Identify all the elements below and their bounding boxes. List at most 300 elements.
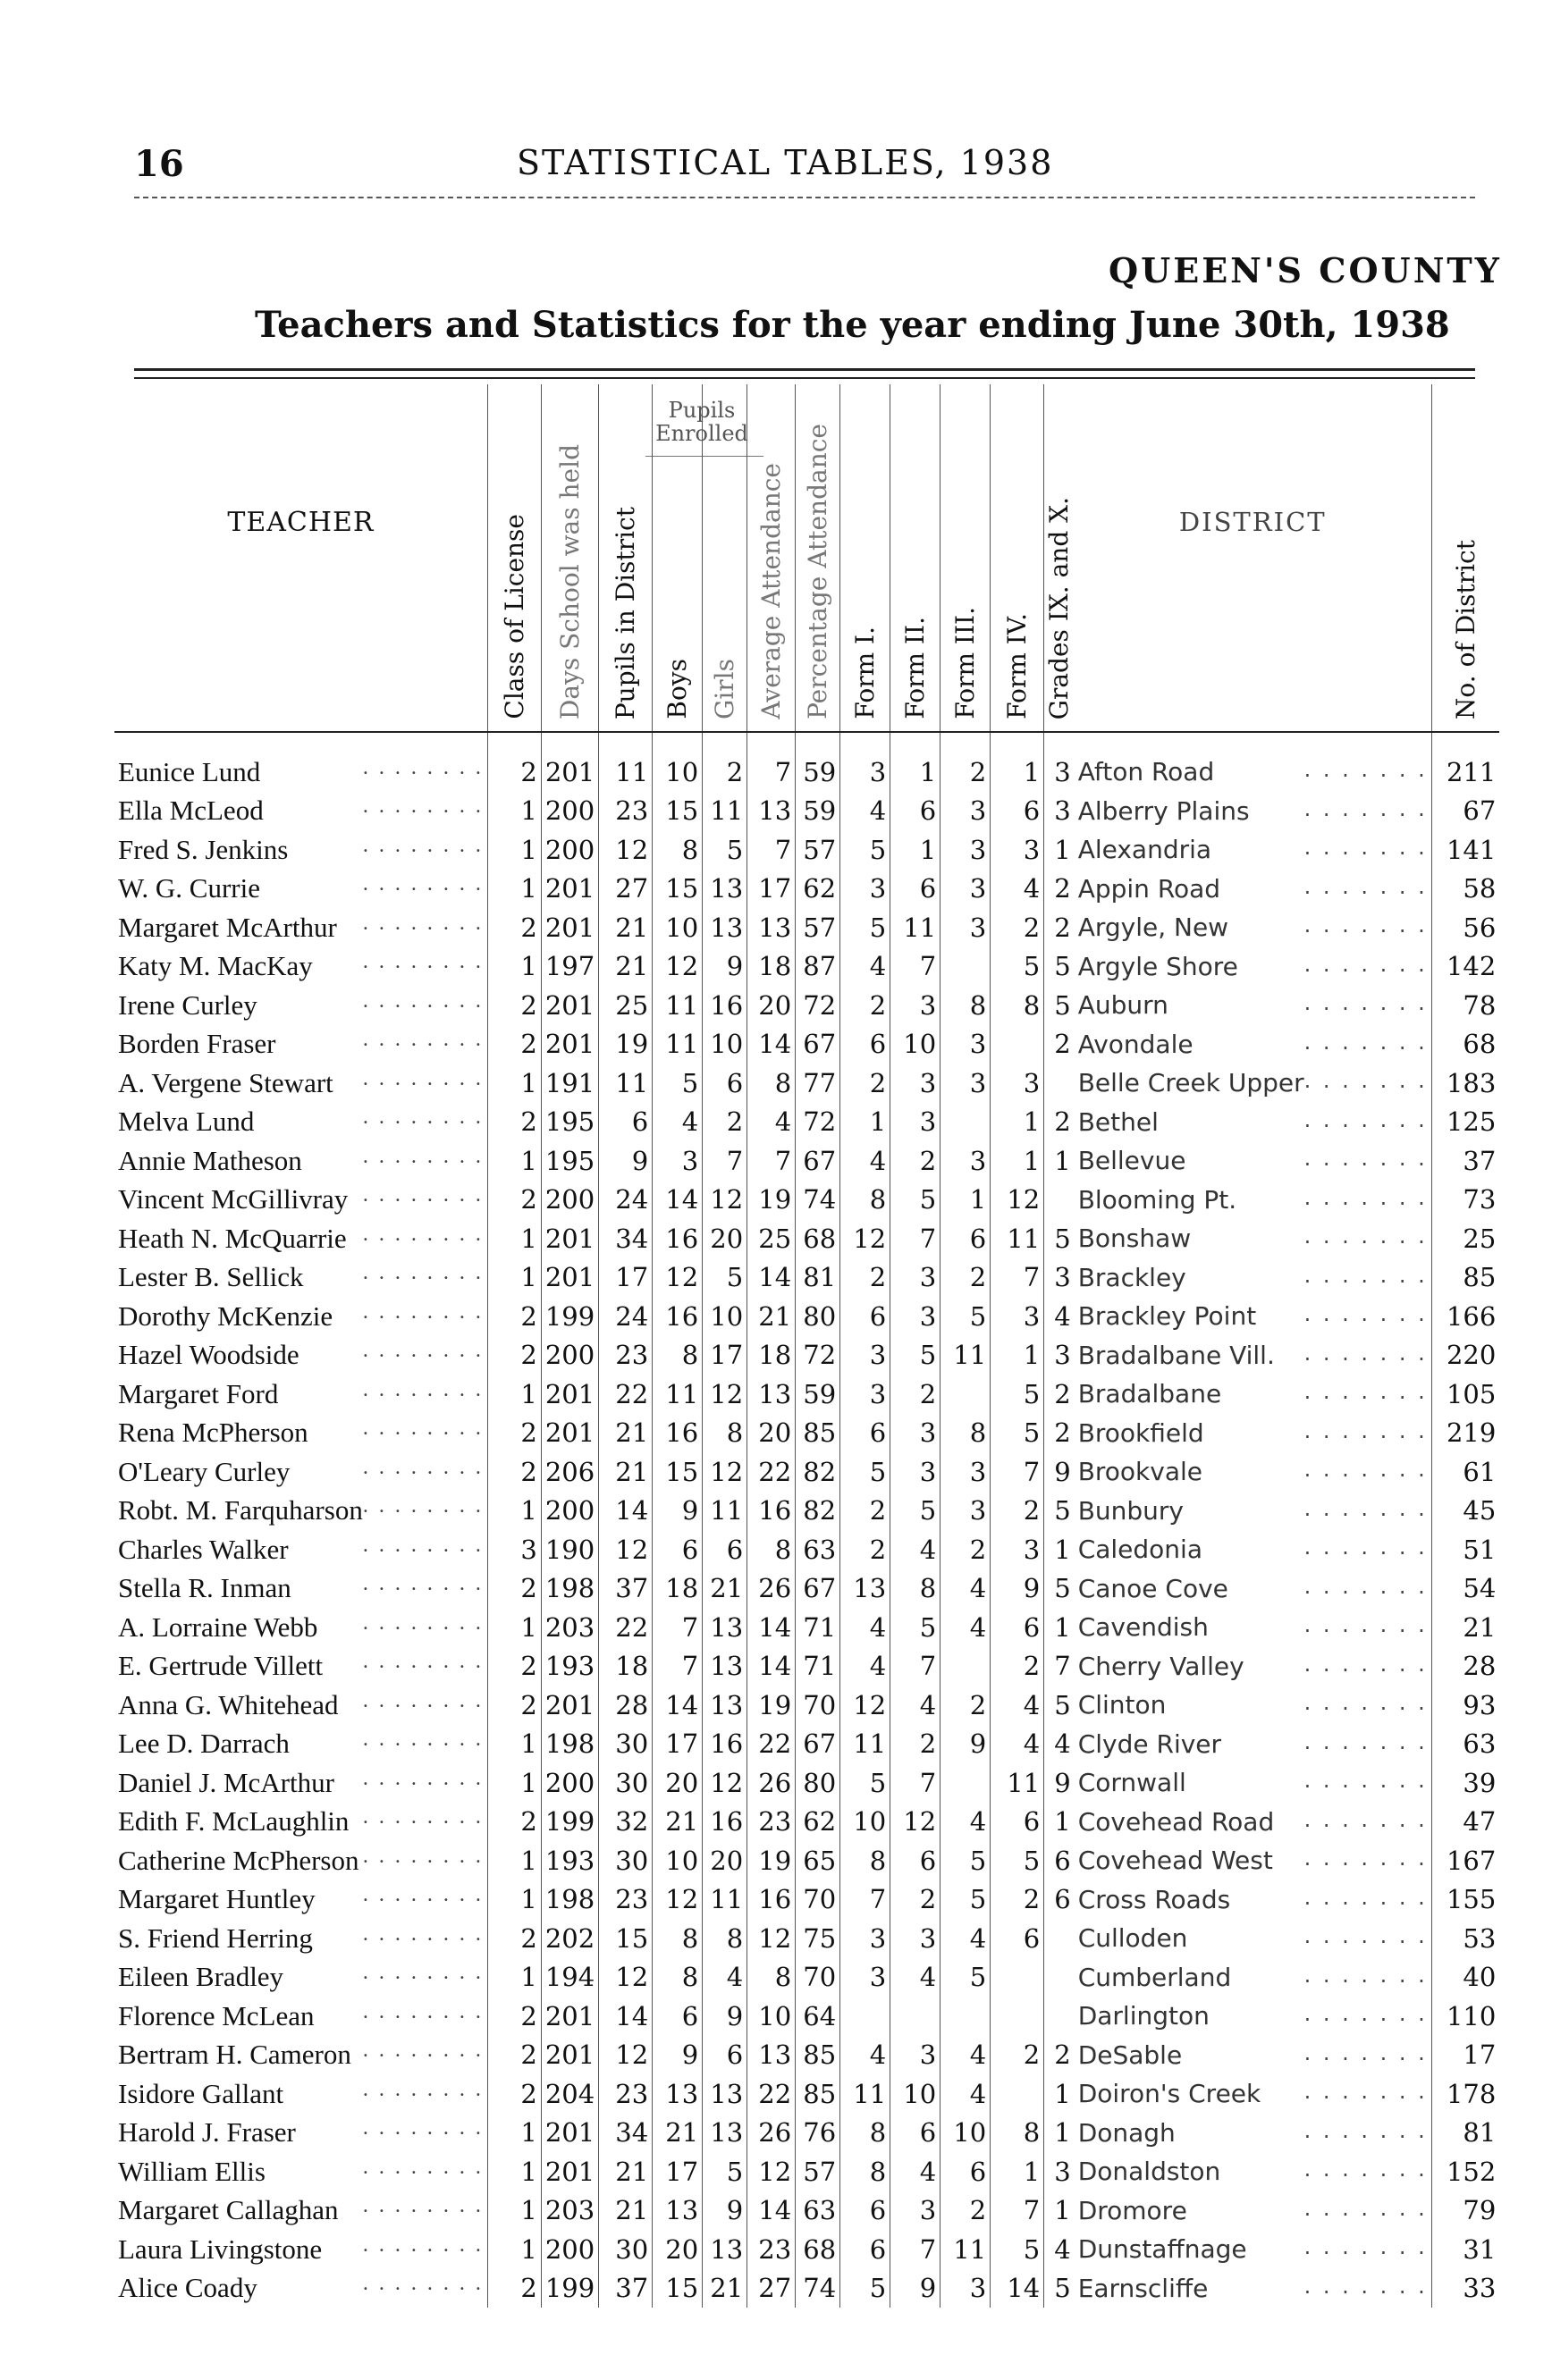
average-attendance-cell: 21: [747, 1297, 796, 1336]
pupils-enrolled-group-label: Pupils Enrolled: [655, 398, 748, 446]
table-row: [114, 1181, 1499, 1220]
teacher-name: Dorothy McKenzie: [118, 1299, 333, 1332]
grades-ix-x-cell: 2: [1044, 2036, 1075, 2075]
teacher-name: Laura Livingstone: [118, 2233, 323, 2265]
pupils-in-district-cell: 15: [599, 1919, 653, 1958]
pupils-in-district-cell: 21: [599, 2152, 653, 2191]
teacher-name: S. Friend Herring: [118, 1922, 313, 1954]
boys-cell: 4: [653, 1103, 703, 1142]
boys-cell: 10: [653, 908, 703, 947]
teacher-cell: Lester B. Sellick . . . . . . . .: [118, 1261, 484, 1293]
days-held-cell: 201: [541, 732, 598, 792]
table-row: [114, 1297, 1499, 1336]
form-3-cell: [940, 1103, 991, 1142]
form-1-cell: 5: [840, 2269, 890, 2309]
form-3-cell: 11: [940, 2230, 991, 2269]
form-4-cell: [991, 2074, 1044, 2114]
class-of-license-cell: 2: [487, 732, 541, 792]
average-attendance-cell: 14: [747, 1647, 796, 1686]
girls-cell: 20: [703, 1841, 747, 1880]
boys-cell: 11: [653, 986, 703, 1025]
district-cell: Brackley Point . . . . . . .: [1077, 1301, 1428, 1332]
table-row: [114, 1919, 1499, 1958]
county-title: QUEEN'S COUNTY: [1109, 250, 1502, 290]
teacher-cell: A. Lorraine Webb . . . . . . . .: [118, 1610, 484, 1643]
grades-ix-x-cell: 1: [1044, 1803, 1075, 1842]
teacher-name: Edith F. McLaughlin: [118, 1805, 350, 1838]
class-of-license-cell: 2: [487, 1803, 541, 1842]
district-name: Cumberland: [1077, 1962, 1232, 1992]
grades-ix-x-cell: 3: [1044, 732, 1075, 792]
teacher-cell: Harold J. Fraser . . . . . . . .: [118, 2116, 484, 2149]
form-1-cell: 1: [840, 1103, 890, 1142]
table-row: [114, 1530, 1499, 1569]
average-attendance-cell: 13: [747, 1375, 796, 1414]
table-row: [114, 792, 1499, 831]
form-1-cell: 8: [840, 1181, 890, 1220]
district-no-cell: 142: [1431, 947, 1499, 987]
average-attendance-cell: 12: [747, 1919, 796, 1958]
district-name: Earnscliffe: [1077, 2273, 1209, 2303]
form-2-cell: 4: [890, 1530, 940, 1569]
girls-cell: 10: [703, 1297, 747, 1336]
form-2-cell: 3: [890, 1064, 940, 1103]
form-2-cell: 2: [890, 1880, 940, 1920]
days-held-cell: 200: [541, 1763, 598, 1803]
boys-cell: 11: [653, 1025, 703, 1064]
form-4-cell: 7: [991, 1452, 1044, 1492]
district-cell: Clyde River . . . . . . .: [1077, 1728, 1428, 1759]
district-cell: Caledonia . . . . . . .: [1077, 1535, 1428, 1565]
days-held-cell: 201: [541, 1025, 598, 1064]
form-1-cell: 2: [840, 1064, 890, 1103]
days-held-cell: 201: [541, 1997, 598, 2036]
district-no-cell: 73: [1431, 1181, 1499, 1220]
table-row: [114, 1492, 1499, 1531]
form-4-cell: 11: [991, 1763, 1044, 1803]
form-2-cell: 7: [890, 2230, 940, 2269]
pupils-in-district-cell: 30: [599, 1841, 653, 1880]
pupils-in-district-cell: 21: [599, 908, 653, 947]
district-no-cell: 21: [1431, 1608, 1499, 1647]
girls-cell: 5: [703, 830, 747, 870]
district-cell: Bonshaw . . . . . . .: [1077, 1224, 1428, 1254]
district-cell: Brookvale . . . . . . .: [1077, 1457, 1428, 1487]
district-cell: Canoe Cove . . . . . . .: [1077, 1573, 1428, 1603]
girls-cell: 12: [703, 1181, 747, 1220]
teacher-cell: Borden Fraser . . . . . . . .: [118, 1028, 484, 1060]
form-3-cell: 3: [940, 1064, 991, 1103]
form-4-cell: 9: [991, 1569, 1044, 1609]
days-held-cell: 201: [541, 870, 598, 909]
percentage-attendance-cell: 67: [796, 1725, 840, 1764]
teacher-name: Anna G. Whitehead: [118, 1688, 339, 1720]
col-pupils-in-district-label: Pupils in District: [611, 506, 641, 719]
form-2-cell: 12: [890, 1803, 940, 1842]
form-2-cell: 3: [890, 1919, 940, 1958]
district-name: Canoe Cove: [1077, 1573, 1228, 1603]
teacher-cell: Margaret Ford . . . . . . . .: [118, 1377, 484, 1409]
teacher-cell: Heath N. McQuarrie . . . . . . . .: [118, 1222, 484, 1254]
boys-cell: 7: [653, 1608, 703, 1647]
pupils-in-district-cell: 6: [599, 1103, 653, 1142]
col-grades-ix-x-label: Grades IX. and X.: [1044, 496, 1075, 719]
class-of-license-cell: 2: [487, 1452, 541, 1492]
table-row: [114, 1608, 1499, 1647]
average-attendance-cell: 8: [747, 1958, 796, 1997]
pupils-in-district-cell: 17: [599, 1258, 653, 1298]
boys-cell: 13: [653, 2074, 703, 2114]
district-name: Cavendish: [1077, 1612, 1209, 1643]
grades-ix-x-cell: 2: [1044, 870, 1075, 909]
grades-ix-x-cell: 5: [1044, 1686, 1075, 1725]
district-name: Argyle, New: [1077, 912, 1229, 943]
table-row: [114, 1763, 1499, 1803]
form-1-cell: 5: [840, 830, 890, 870]
percentage-attendance-cell: 71: [796, 1647, 840, 1686]
teacher-cell: W. G. Currie . . . . . . . .: [118, 872, 484, 904]
form-4-cell: 5: [991, 2230, 1044, 2269]
pupils-in-district-cell: 12: [599, 1958, 653, 1997]
district-name: Dromore: [1077, 2195, 1187, 2225]
average-attendance-cell: 13: [747, 792, 796, 831]
average-attendance-cell: 18: [747, 947, 796, 987]
teacher-cell: S. Friend Herring . . . . . . . .: [118, 1922, 484, 1954]
district-name: Bellevue: [1077, 1146, 1186, 1176]
average-attendance-cell: 10: [747, 1997, 796, 2036]
grades-ix-x-cell: 3: [1044, 1258, 1075, 1298]
teacher-cell: A. Vergene Stewart . . . . . . . .: [118, 1066, 484, 1098]
pupils-in-district-cell: 14: [599, 1492, 653, 1531]
teacher-name: Daniel J. McArthur: [118, 1766, 334, 1798]
boys-cell: 20: [653, 1763, 703, 1803]
pupils-in-district-cell: 11: [599, 732, 653, 792]
form-2-cell: 3: [890, 1414, 940, 1453]
grades-ix-x-cell: [1044, 1064, 1075, 1103]
district-name: Donagh: [1077, 2117, 1176, 2148]
girls-cell: 2: [703, 1103, 747, 1142]
boys-cell: 5: [653, 1064, 703, 1103]
form-4-cell: 1: [991, 2152, 1044, 2191]
district-cell: Belle Creek Upper . . . . . . .: [1077, 1068, 1428, 1098]
form-3-cell: 2: [940, 1686, 991, 1725]
percentage-attendance-cell: 81: [796, 1258, 840, 1298]
class-of-license-cell: 2: [487, 1414, 541, 1453]
district-no-cell: 37: [1431, 1141, 1499, 1181]
form-1-cell: 8: [840, 2152, 890, 2191]
boys-cell: 14: [653, 1686, 703, 1725]
pupils-in-district-cell: 22: [599, 1608, 653, 1647]
table-row: [114, 1336, 1499, 1375]
average-attendance-cell: 8: [747, 1064, 796, 1103]
form-3-cell: 2: [940, 2191, 991, 2231]
average-attendance-cell: 20: [747, 986, 796, 1025]
percentage-attendance-cell: 76: [796, 2114, 840, 2153]
average-attendance-cell: 17: [747, 870, 796, 909]
district-name: Bonshaw: [1077, 1224, 1192, 1254]
grades-ix-x-cell: [1044, 1181, 1075, 1220]
boys-cell: 3: [653, 1141, 703, 1181]
form-2-cell: 10: [890, 2074, 940, 2114]
average-attendance-cell: 14: [747, 2191, 796, 2231]
form-1-cell: 4: [840, 1141, 890, 1181]
grades-ix-x-cell: [1044, 1997, 1075, 2036]
class-of-license-cell: 1: [487, 2191, 541, 2231]
days-held-cell: 201: [541, 2036, 598, 2075]
district-no-cell: 93: [1431, 1686, 1499, 1725]
form-2-cell: 9: [890, 2269, 940, 2309]
district-no-cell: 211: [1431, 732, 1499, 792]
district-cell: Avondale . . . . . . .: [1077, 1029, 1428, 1059]
teacher-statistics-table: [114, 384, 1499, 2308]
pupils-in-district-cell: 12: [599, 2036, 653, 2075]
form-2-cell: 5: [890, 1492, 940, 1531]
form-1-cell: 4: [840, 1608, 890, 1647]
form-4-cell: 7: [991, 1258, 1044, 1298]
table-row: [114, 908, 1499, 947]
col-boys: [653, 384, 703, 732]
form-1-cell: 6: [840, 1297, 890, 1336]
table-row: [114, 732, 1499, 792]
grades-ix-x-cell: 1: [1044, 2114, 1075, 2153]
teacher-cell: Eileen Bradley . . . . . . . .: [118, 1961, 484, 1993]
district-no-cell: 141: [1431, 830, 1499, 870]
form-2-cell: 5: [890, 1181, 940, 1220]
title-rule-top: [134, 368, 1475, 371]
boys-cell: 9: [653, 2036, 703, 2075]
form-3-cell: 2: [940, 1258, 991, 1298]
boys-cell: 12: [653, 1258, 703, 1298]
col-class-of-license-label: Class of License: [499, 514, 529, 719]
percentage-attendance-cell: 82: [796, 1452, 840, 1492]
grades-ix-x-cell: 1: [1044, 830, 1075, 870]
teacher-cell: Isidore Gallant . . . . . . . .: [118, 2077, 484, 2109]
pupils-in-district-cell: 34: [599, 2114, 653, 2153]
form-4-cell: 1: [991, 1141, 1044, 1181]
grades-ix-x-cell: 5: [1044, 1219, 1075, 1258]
boys-cell: 16: [653, 1297, 703, 1336]
form-1-cell: 12: [840, 1686, 890, 1725]
form-1-cell: 2: [840, 1530, 890, 1569]
form-4-cell: 14: [991, 2269, 1044, 2309]
class-of-license-cell: 1: [487, 1763, 541, 1803]
teacher-cell: Fred S. Jenkins . . . . . . . .: [118, 833, 484, 865]
girls-cell: 12: [703, 1375, 747, 1414]
boys-cell: 13: [653, 2191, 703, 2231]
percentage-attendance-cell: 85: [796, 2074, 840, 2114]
days-held-cell: 201: [541, 1219, 598, 1258]
girls-cell: 6: [703, 1530, 747, 1569]
boys-cell: 12: [653, 947, 703, 987]
form-2-cell: 6: [890, 792, 940, 831]
days-held-cell: 203: [541, 2191, 598, 2231]
form-2-cell: [890, 1997, 940, 2036]
percentage-attendance-cell: 57: [796, 908, 840, 947]
grades-ix-x-cell: 4: [1044, 2230, 1075, 2269]
form-2-cell: 2: [890, 1725, 940, 1764]
average-attendance-cell: 20: [747, 1414, 796, 1453]
teacher-cell: Florence McLean . . . . . . . .: [118, 1999, 484, 2031]
boys-cell: 8: [653, 1958, 703, 1997]
form-4-cell: [991, 1025, 1044, 1064]
teacher-name: Heath N. McQuarrie: [118, 1222, 347, 1254]
form-4-cell: 1: [991, 1103, 1044, 1142]
form-1-cell: 6: [840, 2191, 890, 2231]
teacher-name: Eunice Lund: [118, 755, 261, 787]
district-name: Brookfield: [1077, 1417, 1204, 1448]
form-1-cell: 2: [840, 1492, 890, 1531]
teacher-name: Katy M. MacKay: [118, 950, 313, 982]
percentage-attendance-cell: 70: [796, 1880, 840, 1920]
girls-cell: 12: [703, 1452, 747, 1492]
district-name: Belle Creek Upper: [1077, 1068, 1304, 1098]
district-name: Bethel: [1077, 1106, 1159, 1137]
percentage-attendance-cell: 87: [796, 947, 840, 987]
percentage-attendance-cell: 74: [796, 1181, 840, 1220]
form-1-cell: 7: [840, 1880, 890, 1920]
class-of-license-cell: 1: [487, 1608, 541, 1647]
girls-cell: 16: [703, 986, 747, 1025]
class-of-license-cell: 2: [487, 1297, 541, 1336]
class-of-license-cell: 1: [487, 1958, 541, 1997]
percentage-attendance-cell: 63: [796, 2191, 840, 2231]
teacher-name: Melva Lund: [118, 1106, 255, 1138]
col-days-held: [541, 384, 598, 732]
teacher-name: Catherine McPherson: [118, 1844, 359, 1876]
girls-cell: 7: [703, 1141, 747, 1181]
class-of-license-cell: 1: [487, 1841, 541, 1880]
teacher-name: Stella R. Inman: [118, 1572, 291, 1604]
table-row: [114, 1569, 1499, 1609]
district-no-cell: 45: [1431, 1492, 1499, 1531]
pupils-in-district-cell: 27: [599, 870, 653, 909]
average-attendance-cell: 7: [747, 1141, 796, 1181]
pupils-in-district-cell: 21: [599, 1452, 653, 1492]
average-attendance-cell: 12: [747, 2152, 796, 2191]
teacher-name: Irene Curley: [118, 988, 257, 1021]
district-no-cell: 17: [1431, 2036, 1499, 2075]
class-of-license-cell: 2: [487, 2036, 541, 2075]
boys-cell: 21: [653, 2114, 703, 2153]
running-head: STATISTICAL TABLES, 1938: [517, 143, 1054, 182]
grades-ix-x-cell: 1: [1044, 1530, 1075, 1569]
girls-cell: 12: [703, 1763, 747, 1803]
percentage-attendance-cell: 72: [796, 1336, 840, 1375]
pupils-in-district-cell: 24: [599, 1297, 653, 1336]
days-held-cell: 201: [541, 986, 598, 1025]
table-row: [114, 1880, 1499, 1920]
teacher-name: Annie Matheson: [118, 1144, 302, 1176]
teacher-cell: Anna G. Whitehead . . . . . . . .: [118, 1688, 484, 1720]
boys-cell: 17: [653, 1725, 703, 1764]
form-2-cell: 7: [890, 1763, 940, 1803]
form-1-cell: [840, 1997, 890, 2036]
average-attendance-cell: 23: [747, 2230, 796, 2269]
teacher-name: Robt. M. Farquharson: [118, 1494, 363, 1526]
average-attendance-cell: 14: [747, 1025, 796, 1064]
table-row: [114, 2152, 1499, 2191]
district-cell: Bradalbane . . . . . . .: [1077, 1379, 1428, 1409]
average-attendance-cell: 13: [747, 2036, 796, 2075]
grades-ix-x-cell: 4: [1044, 1297, 1075, 1336]
form-2-cell: 5: [890, 1336, 940, 1375]
average-attendance-cell: 26: [747, 1569, 796, 1609]
form-1-cell: 5: [840, 1763, 890, 1803]
class-of-license-cell: 2: [487, 1647, 541, 1686]
form-2-cell: 6: [890, 2114, 940, 2153]
teacher-name: Fred S. Jenkins: [118, 833, 289, 865]
form-4-cell: 6: [991, 1608, 1044, 1647]
district-no-cell: 167: [1431, 1841, 1499, 1880]
form-4-cell: 1: [991, 1336, 1044, 1375]
form-3-cell: 5: [940, 1841, 991, 1880]
days-held-cell: 200: [541, 2230, 598, 2269]
form-1-cell: 3: [840, 1919, 890, 1958]
district-no-cell: 178: [1431, 2074, 1499, 2114]
district-cell: Darlington . . . . . . .: [1077, 2001, 1428, 2031]
days-held-cell: 198: [541, 1569, 598, 1609]
district-no-cell: 61: [1431, 1452, 1499, 1492]
district-no-cell: 40: [1431, 1958, 1499, 1997]
form-2-cell: 6: [890, 870, 940, 909]
table-row: [114, 1141, 1499, 1181]
form-1-cell: 8: [840, 1841, 890, 1880]
district-name: Appin Road: [1077, 873, 1221, 904]
teacher-cell: O'Leary Curley . . . . . . . .: [118, 1455, 484, 1487]
class-of-license-cell: 2: [487, 1686, 541, 1725]
average-attendance-cell: 26: [747, 1763, 796, 1803]
district-name: Clinton: [1077, 1690, 1167, 1720]
col-percentage-attendance-label: Percentage Attendance: [803, 424, 833, 719]
grades-ix-x-cell: 3: [1044, 2152, 1075, 2191]
form-1-cell: 4: [840, 2036, 890, 2075]
form-2-cell: 4: [890, 1958, 940, 1997]
table-row: [114, 1219, 1499, 1258]
district-name: Donaldston: [1077, 2157, 1221, 2187]
average-attendance-cell: 26: [747, 2114, 796, 2153]
district-name: Brackley: [1077, 1262, 1186, 1292]
district-no-cell: 39: [1431, 1763, 1499, 1803]
girls-cell: 9: [703, 1997, 747, 2036]
header-rule: [134, 197, 1475, 198]
table-row: [114, 1841, 1499, 1880]
teacher-cell: Margaret Huntley . . . . . . . .: [118, 1883, 484, 1915]
grades-ix-x-cell: 1: [1044, 1608, 1075, 1647]
days-held-cell: 201: [541, 908, 598, 947]
percentage-attendance-cell: 80: [796, 1763, 840, 1803]
district-no-cell: 155: [1431, 1880, 1499, 1920]
girls-cell: 9: [703, 947, 747, 987]
girls-cell: 17: [703, 1336, 747, 1375]
pupils-in-district-cell: 18: [599, 1647, 653, 1686]
district-name: Brookvale: [1077, 1457, 1203, 1487]
col-average-attendance: [747, 384, 796, 732]
boys-cell: 10: [653, 1841, 703, 1880]
table-row: [114, 1103, 1499, 1142]
girls-cell: 13: [703, 1647, 747, 1686]
percentage-attendance-cell: 68: [796, 2230, 840, 2269]
pupils-in-district-cell: 30: [599, 1725, 653, 1764]
table-row: [114, 1064, 1499, 1103]
teacher-name: Rena McPherson: [118, 1417, 308, 1449]
form-4-cell: 2: [991, 1647, 1044, 1686]
table-row: [114, 2191, 1499, 2231]
district-cell: Cherry Valley . . . . . . .: [1077, 1651, 1428, 1681]
table-row: [114, 1997, 1499, 2036]
table-row: [114, 1725, 1499, 1764]
district-name: Alexandria: [1077, 835, 1212, 865]
form-3-cell: [940, 1375, 991, 1414]
